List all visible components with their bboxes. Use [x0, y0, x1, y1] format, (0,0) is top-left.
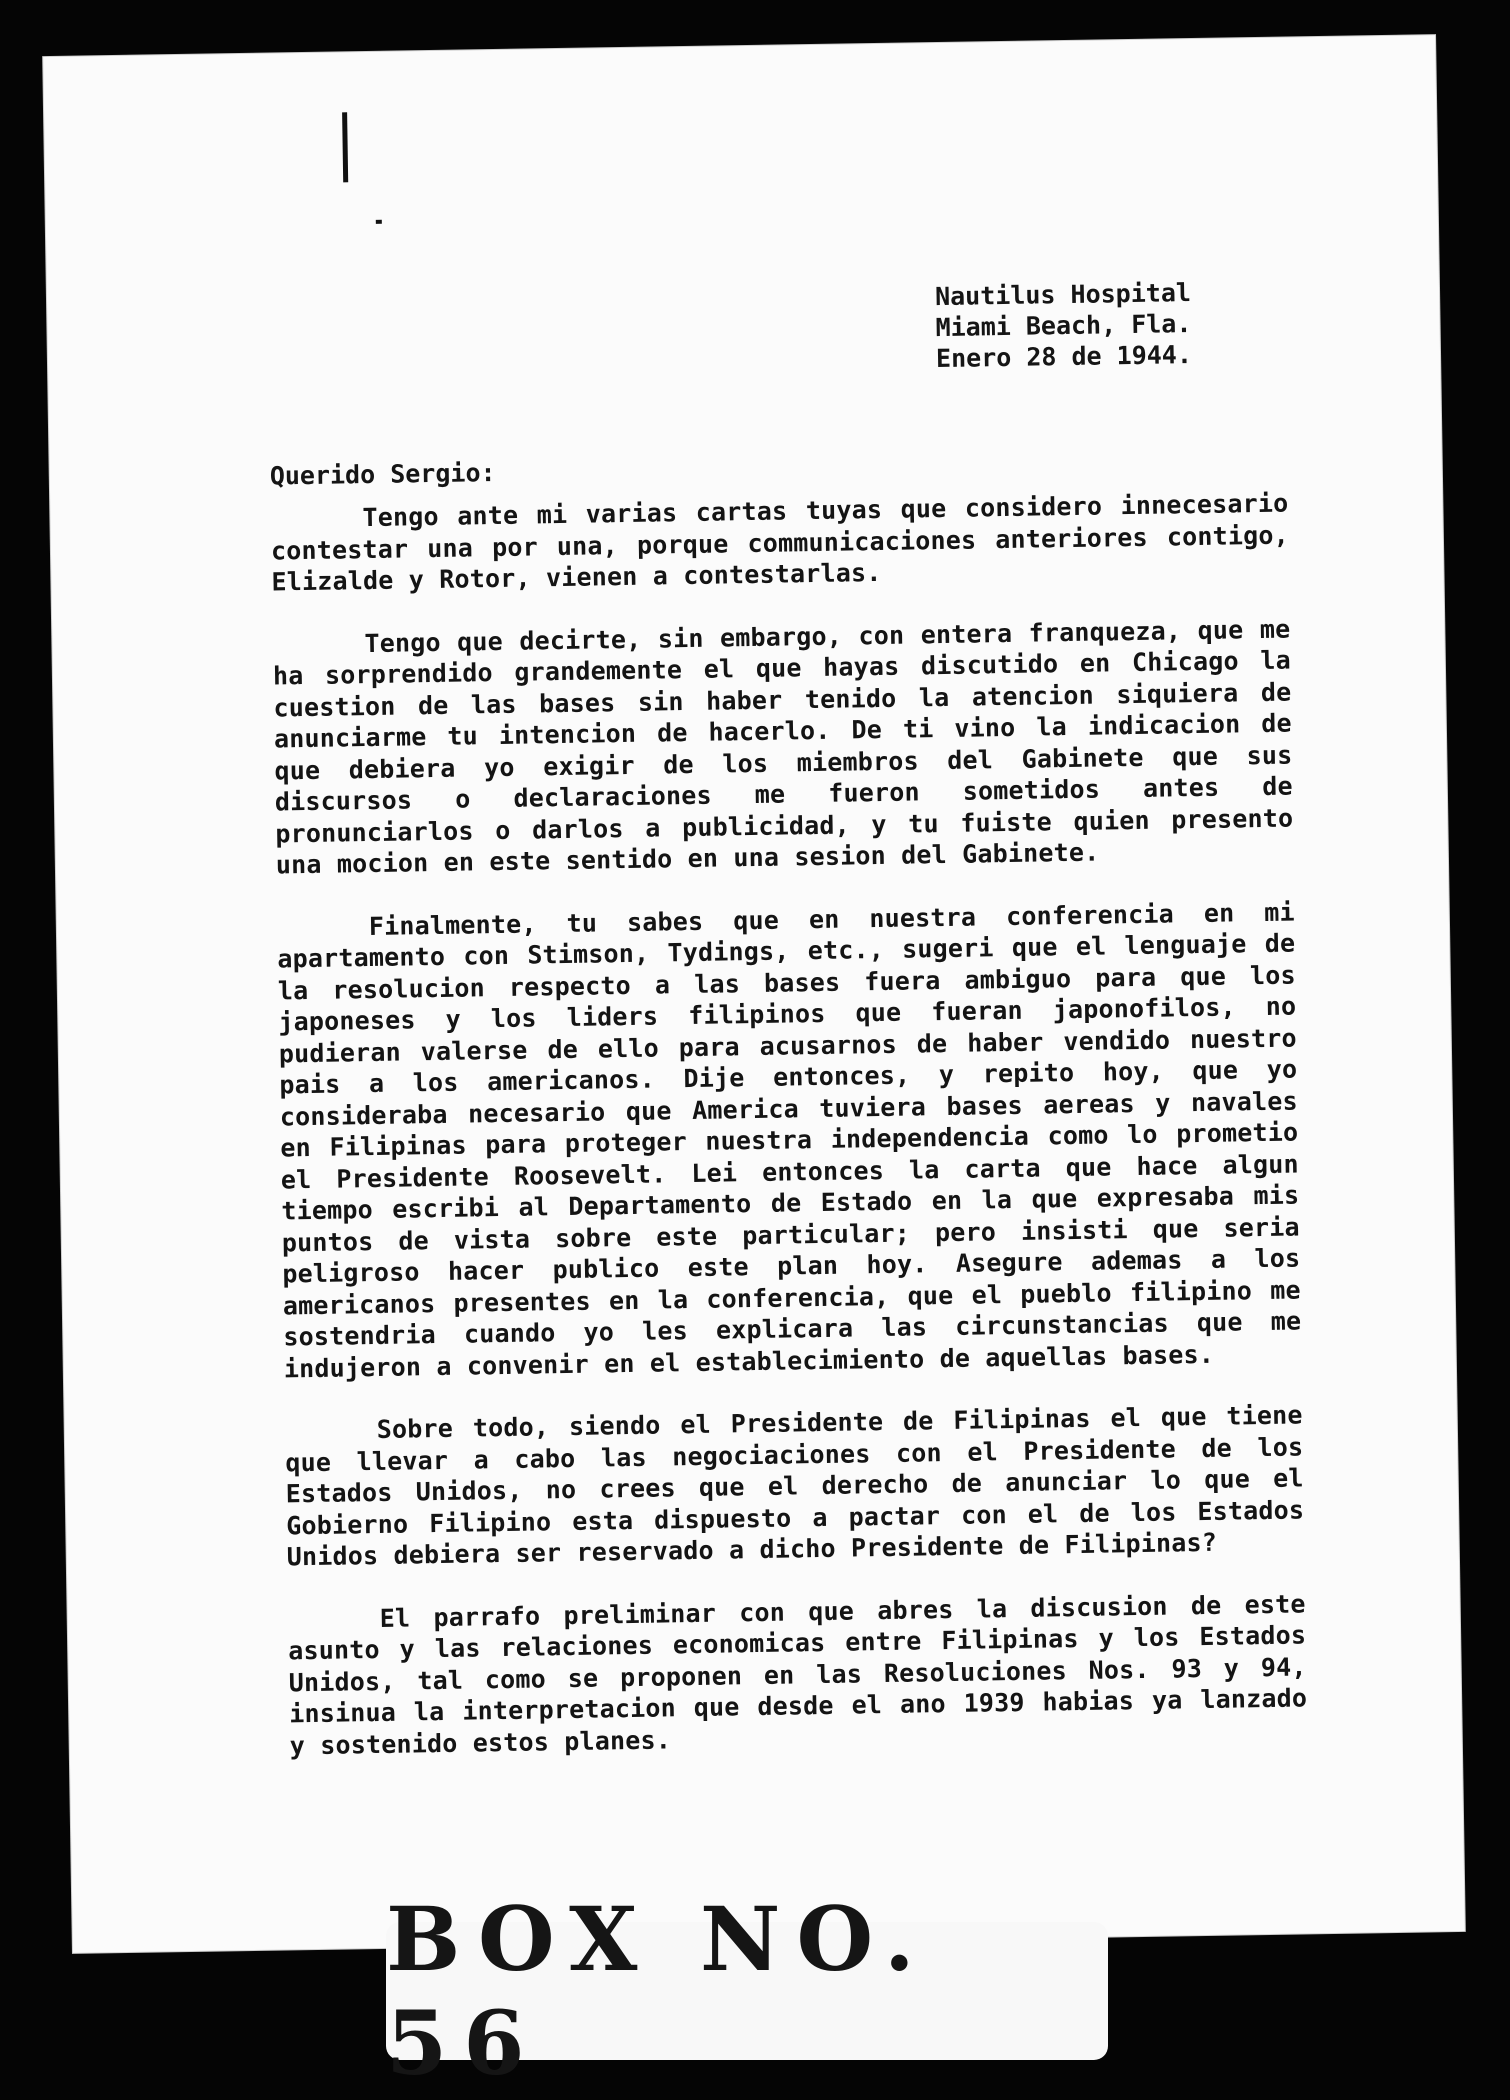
archive-box-label — [386, 1887, 1108, 2095]
paragraph-1: Tengo ante mi varias cartas tuyas que considero innecesario contestar una por una, porque communicaciones anteriores contigo, Elizalde y Rotor, vienen a contestarlas. — [270, 488, 1290, 597]
letter-body — [270, 488, 1308, 1793]
ink-dot — [376, 220, 382, 224]
letter-page — [43, 35, 1465, 1953]
paragraph-4: Sobre todo, siendo el Presidente de Filipinas el que tiene que llevar a cabo las negociaciones con el Presidente de los Estados Unidos, no crees que el derecho de anunciar lo que el Gobierno Filipino esta dispuesto a pactar con el de los Estados Unidos debiera ser reservado a dicho Presidente de Filipinas? — [285, 1400, 1305, 1572]
paragraph-2: Tengo que decirte, sin embargo, con entera franqueza, que me ha sorprendido grandemente el que hayas discutido en Chicago la cuestion de las bases sin haber tenido la atencion siquiera de anunciarme tu intencion de hacerlo. De ti vino la indicacion de que debiera yo exigir de los miembros del Gabinete que sus discursos o declaraciones me fueron sometidos antes de pronunciarlos o darlos a publicidad, y tu fuiste quien presento una mocion en este sentido en una sesion del Gabinete. — [272, 614, 1294, 880]
sender-address — [935, 277, 1192, 374]
paragraph-3: Finalmente, tu sabes que en nuestra conferencia en mi apartamento con Stimson, Tydings, etc., sugeri que el lenguaje de la resolucion respecto a las bases fuera ambiguo para que los japoneses y los liders filipinos que fueran japonofilos, no pudieran valerse de ello para acusarnos de haber vendido nuestro pais a los americanos. Dije entonces, y repito hoy, que yo consideraba necesario que America tuviera bases aereas y navales en Filipinas para proteger nuestra independencia como lo prometio el Presidente Roosevelt. Lei entonces la carta que hace algun tiempo escribi al Departamento de Estado en la que expresaba mis puntos de vista sobre este particular; pero insisti que seria peligroso hacer publico este plan hoy. Asegure ademas a los americanos presentes en la conferencia, que el pueblo filipino me sostendria cuando yo les explicara las circunstancias que me indujeron a convenir en el establecimiento de aquellas bases. — [277, 896, 1302, 1383]
address-line-hospital: Nautilus Hospital — [934, 278, 1192, 312]
salutation: Querido Sergio: — [269, 457, 496, 491]
pencil-mark — [342, 112, 348, 182]
address-line-city: Miami Beach, Fla. — [935, 309, 1192, 343]
box-number-text: BOX NO. 56 — [386, 1887, 931, 2095]
paragraph-5: El parrafo preliminar con que abres la discusion de este asunto y las relaciones economicas entre Filipinas y los Estados Unidos, tal como se proponen en las Resoluciones Nos. 93 y 94, insinua la interpretacion que desde el ano 1939 habias ya lanzado y sostenido estos planes. — [288, 1588, 1308, 1760]
address-line-date: Enero 28 de 1944. — [935, 340, 1193, 374]
